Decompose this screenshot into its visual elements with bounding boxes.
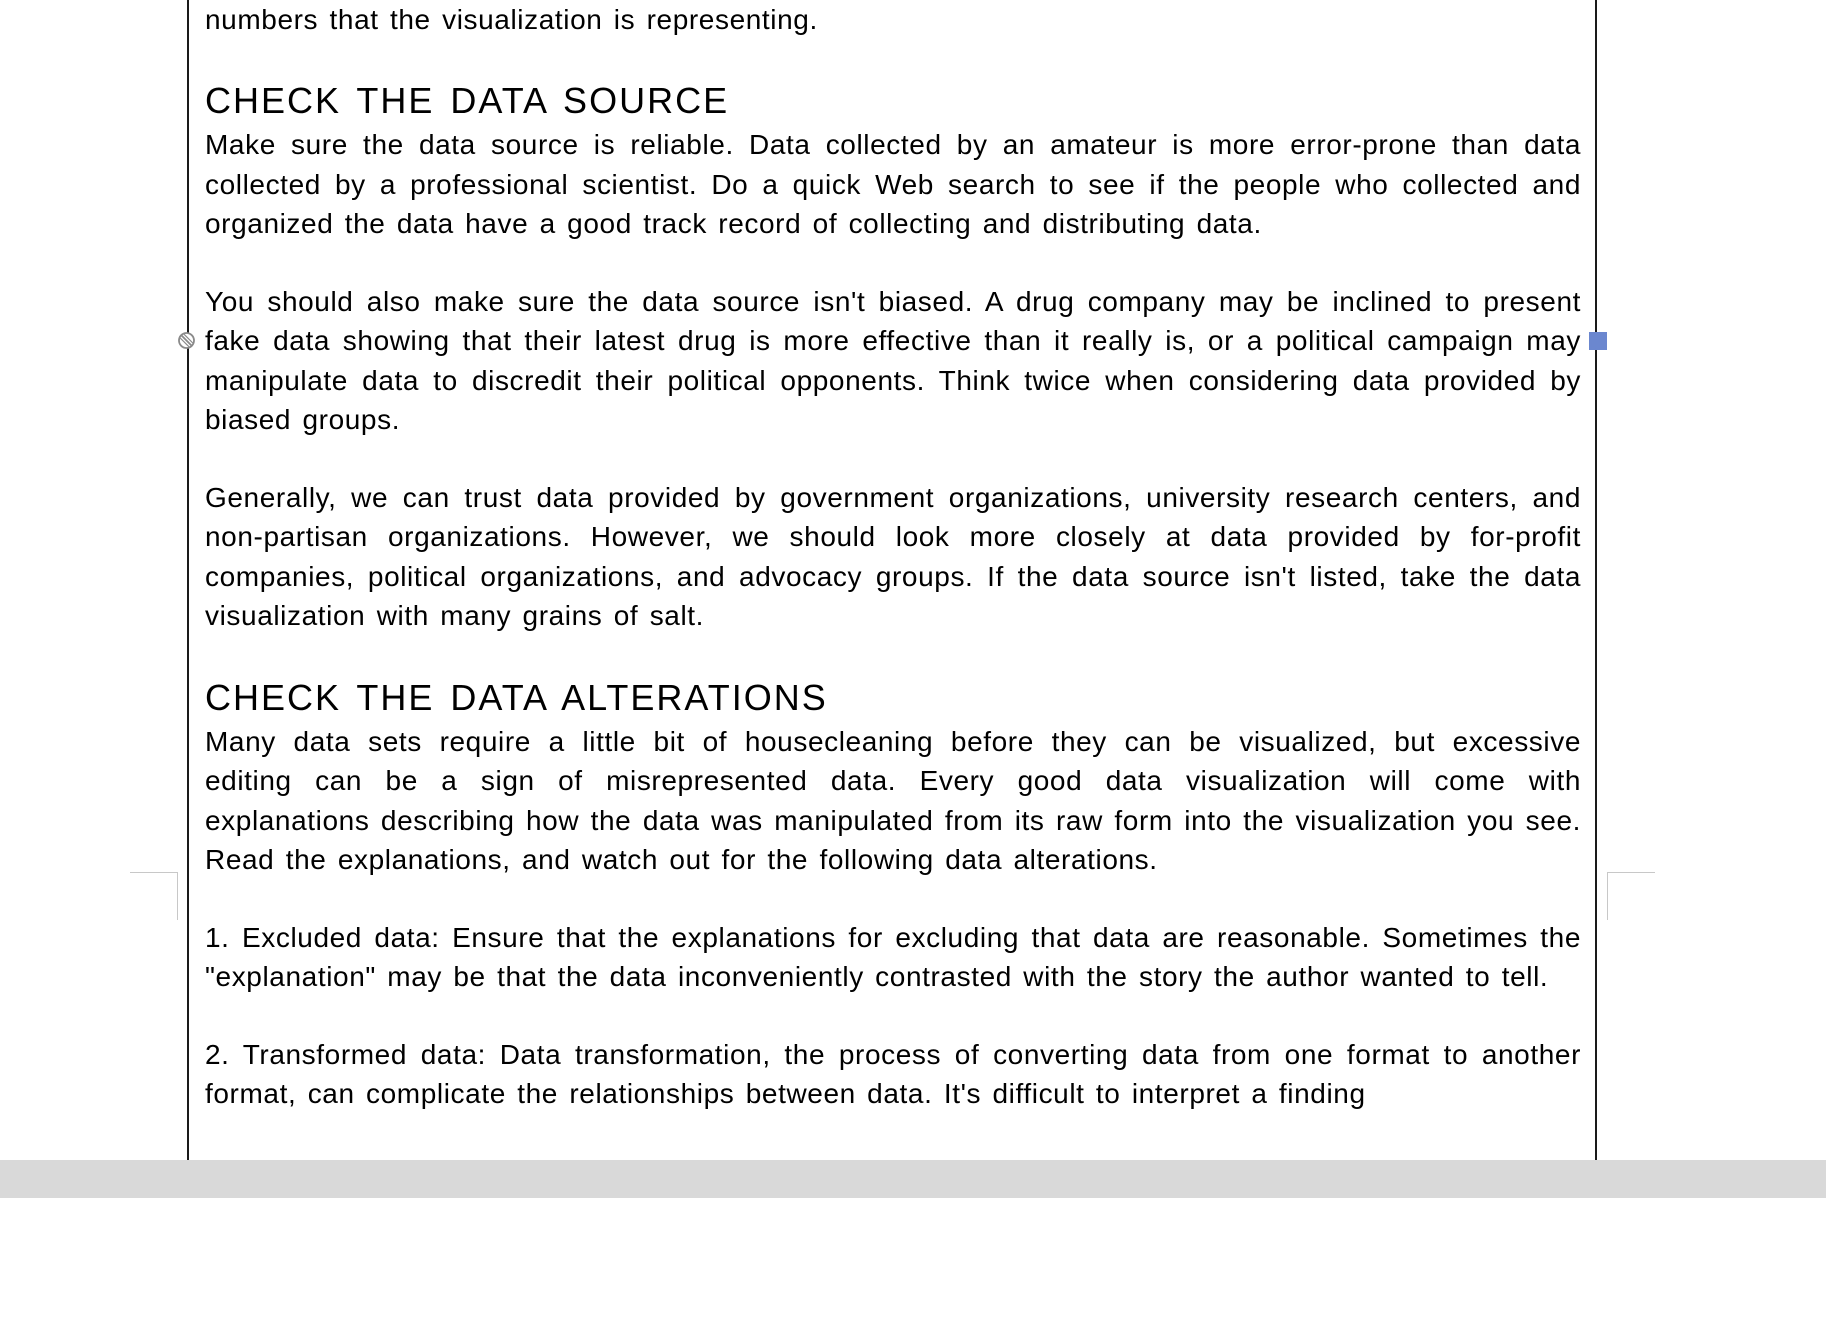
text-frame[interactable] (187, 0, 1597, 1160)
paragraph-transformed-data: 2. Transformed data: Data transformation, the process of converting data from one format to another format, can complicate the relationships between data. It's difficult to interpret a finding (205, 1038, 1581, 1109)
text-content (205, 0, 1581, 1114)
horizontal-scrollbar[interactable] (0, 1160, 1826, 1198)
heading-check-data-alterations: CHECK THE DATA ALTERATIONS (205, 676, 828, 718)
paragraph-excluded-data: 1. Excluded data: Ensure that the explanations for excluding that data are reasonable. Sometimes the "explanation" may be that the data inconveniently contrasted with the story the author wanted to tell. (205, 921, 1581, 992)
heading-check-data-source: CHECK THE DATA SOURCE (205, 80, 730, 121)
crop-mark-right (1607, 872, 1655, 920)
crop-mark-left (130, 872, 178, 920)
paragraph-data-housecleaning: Many data sets require a little bit of housecleaning before they can be visualized, but excessive editing can be a sign of misrepresented data. Every good data visualization will come with explanations describing how the data was manipulated from its raw form into the visualization you see. Read the explanations, and watch out for the following data alterations. (205, 725, 1581, 875)
paragraph-data-source-reliable: Make sure the data source is reliable. Data collected by an amateur is more error-prone than data collected by a professional scientist. Do a quick Web search to see if the people who collected and organized the data have a good track record of collecting and distributing data. (205, 129, 1581, 239)
paragraph-intro-continued: numbers that the visualization is representing. (205, 3, 818, 35)
resize-handle[interactable] (1589, 332, 1607, 350)
paragraph-data-source-biased: You should also make sure the data source isn't biased. A drug company may be inclined to present fake data showing that their latest drug is more effective than it really is, or a political campaign may manipulate data to discredit their political opponents. Think twice when considering data provided by biased groups. (205, 285, 1581, 435)
paragraph-trusted-sources: Generally, we can trust data provided by government organizations, university research centers, and non-partisan organizations. However, we should look more closely at data provided by for-profit companies, political organizations, and advocacy groups. If the data source isn't listed, take the data visualization with many grains of salt. (205, 481, 1581, 631)
blank-area (0, 1198, 1826, 1328)
anchor-icon[interactable] (177, 331, 196, 350)
